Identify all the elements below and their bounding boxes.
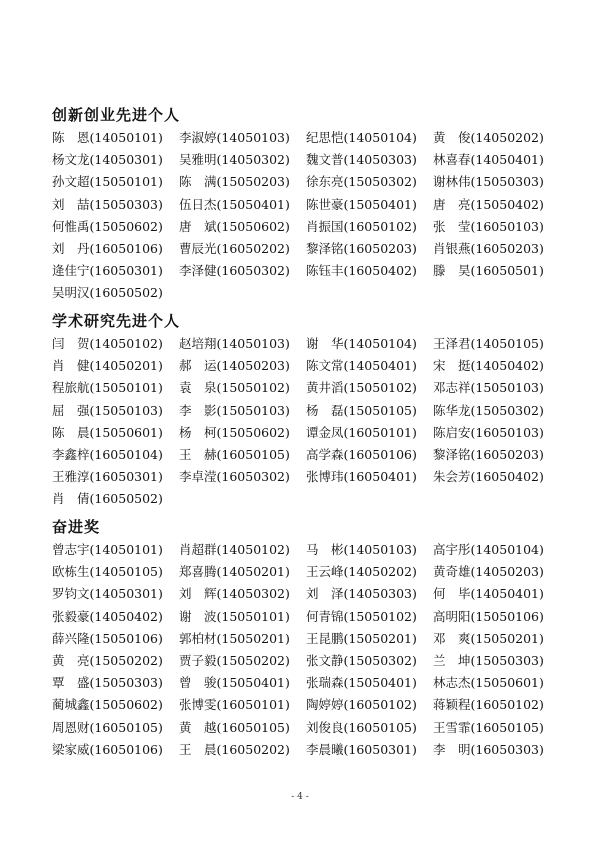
name-entry: 杨 柯(15050602) <box>179 424 290 440</box>
name-list <box>52 127 562 305</box>
name-entry: 程旅航(15050101) <box>52 380 163 396</box>
name-row <box>52 238 562 260</box>
name-row <box>52 444 562 466</box>
name-entry: 李晨曦(16050301) <box>306 741 417 757</box>
name-entry: 黄 越(16050105) <box>179 719 290 735</box>
name-entry: 刘 泽(14050303) <box>306 586 417 602</box>
name-entry: 罗钧文(14050301) <box>52 586 163 602</box>
name-entry: 蒋颖程(16050102) <box>433 697 544 713</box>
name-entry: 覃 盛(15050303) <box>52 675 163 691</box>
name-row <box>52 539 562 561</box>
name-entry: 张瑞森(15050401) <box>306 675 417 691</box>
name-entry: 黄井滔(15050102) <box>306 380 417 396</box>
name-entry: 袁 泉(15050102) <box>179 380 290 396</box>
section-progress-award <box>52 516 562 761</box>
name-entry: 欧栋生(14050105) <box>52 564 163 580</box>
name-entry: 谢 波(15050101) <box>179 608 290 624</box>
section-heading: 奋进奖 <box>52 518 101 536</box>
section-academic-research <box>52 310 562 511</box>
name-entry: 邓志祥(15050103) <box>433 380 544 396</box>
name-entry: 刘 辉(14050302) <box>179 586 290 602</box>
name-entry: 魏文普(14050303) <box>306 152 417 168</box>
name-row <box>52 127 562 149</box>
name-entry: 王泽君(14050105) <box>433 336 544 351</box>
name-entry: 何惟禹(15050602) <box>52 218 163 234</box>
name-row <box>52 400 562 422</box>
name-row <box>52 672 562 694</box>
name-entry: 王雪霏(16050105) <box>433 719 544 735</box>
name-entry: 何青锦(15050102) <box>306 608 417 624</box>
name-entry: 谭金凤(16050101) <box>306 424 417 440</box>
name-entry: 杨 磊(15050105) <box>306 402 417 418</box>
name-entry: 吴雅明(14050302) <box>179 152 290 168</box>
name-entry: 闫 贺(14050102) <box>52 336 163 351</box>
name-entry: 张博雯(16050101) <box>179 697 290 713</box>
name-row <box>52 583 562 605</box>
name-entry: 刘 丹(16050106) <box>52 240 163 256</box>
name-entry: 吴明汉(16050502) <box>52 285 163 301</box>
name-entry: 李鑫梓(16050104) <box>52 446 163 462</box>
name-entry: 谢 华(14050104) <box>306 336 417 351</box>
name-row <box>52 488 562 510</box>
name-entry: 高宇彤(14050104) <box>433 542 544 557</box>
section-innovation-entrepreneurship <box>52 104 562 305</box>
name-row <box>52 216 562 238</box>
name-row <box>52 466 562 488</box>
name-row <box>52 282 562 304</box>
name-list <box>52 539 562 761</box>
name-entry: 蔺城鑫(15050602) <box>52 697 163 713</box>
section-heading: 创新创业先进个人 <box>52 106 181 124</box>
name-entry: 梁家威(16050106) <box>52 741 163 757</box>
name-entry: 李 明(16050303) <box>433 741 544 757</box>
name-entry: 孙文超(15050101) <box>52 174 163 190</box>
name-entry: 陈世豪(15050401) <box>306 196 417 212</box>
name-entry: 曹辰光(16050202) <box>179 240 290 256</box>
name-row <box>52 377 562 399</box>
name-entry: 林喜春(14050401) <box>433 152 544 168</box>
name-row <box>52 606 562 628</box>
name-entry: 唐 亮(15050402) <box>433 196 544 212</box>
name-entry: 陈钰丰(16050402) <box>306 263 417 279</box>
name-entry: 肖 倩(16050502) <box>52 491 163 507</box>
name-row <box>52 717 562 739</box>
name-entry: 肖银燕(16050203) <box>433 240 544 256</box>
name-entry: 王 赫(16050105) <box>179 446 290 462</box>
name-entry: 肖 健(14050201) <box>52 358 163 374</box>
name-row <box>52 650 562 672</box>
name-entry: 王雅淳(16050301) <box>52 469 163 485</box>
name-entry: 陶婷婷(16050102) <box>306 697 417 713</box>
name-entry: 马 彬(14050103) <box>306 542 417 557</box>
name-entry: 张毅豪(14050402) <box>52 608 163 624</box>
name-list <box>52 333 562 511</box>
name-entry: 王昆鹏(15050201) <box>306 630 417 646</box>
name-row <box>52 628 562 650</box>
name-row <box>52 260 562 282</box>
name-entry: 李卓滢(16050302) <box>179 469 290 485</box>
name-entry: 纪思恺(14050104) <box>306 130 417 145</box>
name-entry: 王云峰(14050202) <box>306 564 417 580</box>
name-entry: 李 影(15050103) <box>179 402 290 418</box>
name-entry: 肖超群(14050102) <box>179 542 290 557</box>
section-heading: 学术研究先进个人 <box>52 312 181 330</box>
name-entry: 陈 恩(14050101) <box>52 130 163 145</box>
name-entry: 贾子毅(15050202) <box>179 652 290 668</box>
name-entry: 张博玮(16050401) <box>306 469 417 485</box>
name-entry: 唐 斌(15050602) <box>179 218 290 234</box>
name-entry: 徐东亮(15050302) <box>306 174 417 190</box>
name-entry: 张 莹(16050103) <box>433 218 544 234</box>
name-entry: 谢林伟(15050303) <box>433 174 544 190</box>
name-row <box>52 355 562 377</box>
name-row <box>52 333 562 355</box>
name-entry: 屈 强(15050103) <box>52 402 163 418</box>
page-number: - 4 - <box>291 792 309 802</box>
name-entry: 郑喜腾(14050201) <box>179 564 290 580</box>
name-entry: 陈 晨(15050601) <box>52 424 163 440</box>
name-row <box>52 149 562 171</box>
name-entry: 逄佳宁(16050301) <box>52 263 163 279</box>
name-entry: 李泽健(16050302) <box>179 263 290 279</box>
name-entry: 滕 昊(16050501) <box>433 263 544 279</box>
name-entry: 肖振国(16050102) <box>306 218 417 234</box>
name-entry: 郝 运(14050203) <box>179 358 290 374</box>
name-entry: 张文静(15050302) <box>306 652 417 668</box>
name-row <box>52 694 562 716</box>
name-entry: 李淑婷(14050103) <box>179 130 290 145</box>
name-entry: 伍日杰(15050401) <box>179 196 290 212</box>
name-entry: 刘 喆(15050303) <box>52 196 163 212</box>
name-entry: 黄 亮(15050202) <box>52 652 163 668</box>
name-entry: 杨文龙(14050301) <box>52 152 163 168</box>
name-row <box>52 739 562 761</box>
name-entry: 周恩财(16050105) <box>52 719 163 735</box>
name-entry: 曾志宇(14050101) <box>52 542 163 557</box>
name-entry: 黄 俊(14050202) <box>433 130 544 145</box>
name-entry: 郭柏材(15050201) <box>179 630 290 646</box>
name-entry: 赵培翔(14050103) <box>179 336 290 351</box>
name-row <box>52 422 562 444</box>
name-entry: 曾 骏(15050401) <box>179 675 290 691</box>
name-entry: 王 晨(16050202) <box>179 741 290 757</box>
name-entry: 高明阳(15050106) <box>433 608 544 624</box>
name-entry: 刘俊良(16050105) <box>306 719 417 735</box>
name-entry: 陈文常(14050401) <box>306 358 417 374</box>
name-entry: 黎泽铭(16050203) <box>433 446 544 462</box>
name-entry: 陈启安(16050103) <box>433 424 544 440</box>
name-entry: 高学森(16050106) <box>306 446 417 462</box>
name-entry: 黎泽铭(16050203) <box>306 240 417 256</box>
name-row <box>52 561 562 583</box>
name-entry: 兰 坤(15050303) <box>433 652 544 668</box>
name-entry: 陈 满(15050203) <box>179 174 290 190</box>
name-entry: 邓 爽(15050201) <box>433 630 544 646</box>
name-row <box>52 194 562 216</box>
name-entry: 林志杰(15050601) <box>433 675 544 691</box>
name-entry: 黄奇雄(14050203) <box>433 564 544 580</box>
name-entry: 宋 挺(14050402) <box>433 358 544 374</box>
name-entry: 何 毕(14050401) <box>433 586 544 602</box>
name-entry: 朱会芳(16050402) <box>433 469 544 485</box>
name-row <box>52 171 562 193</box>
name-entry: 薛兴隆(15050106) <box>52 630 163 646</box>
name-entry: 陈华龙(15050302) <box>433 402 544 418</box>
